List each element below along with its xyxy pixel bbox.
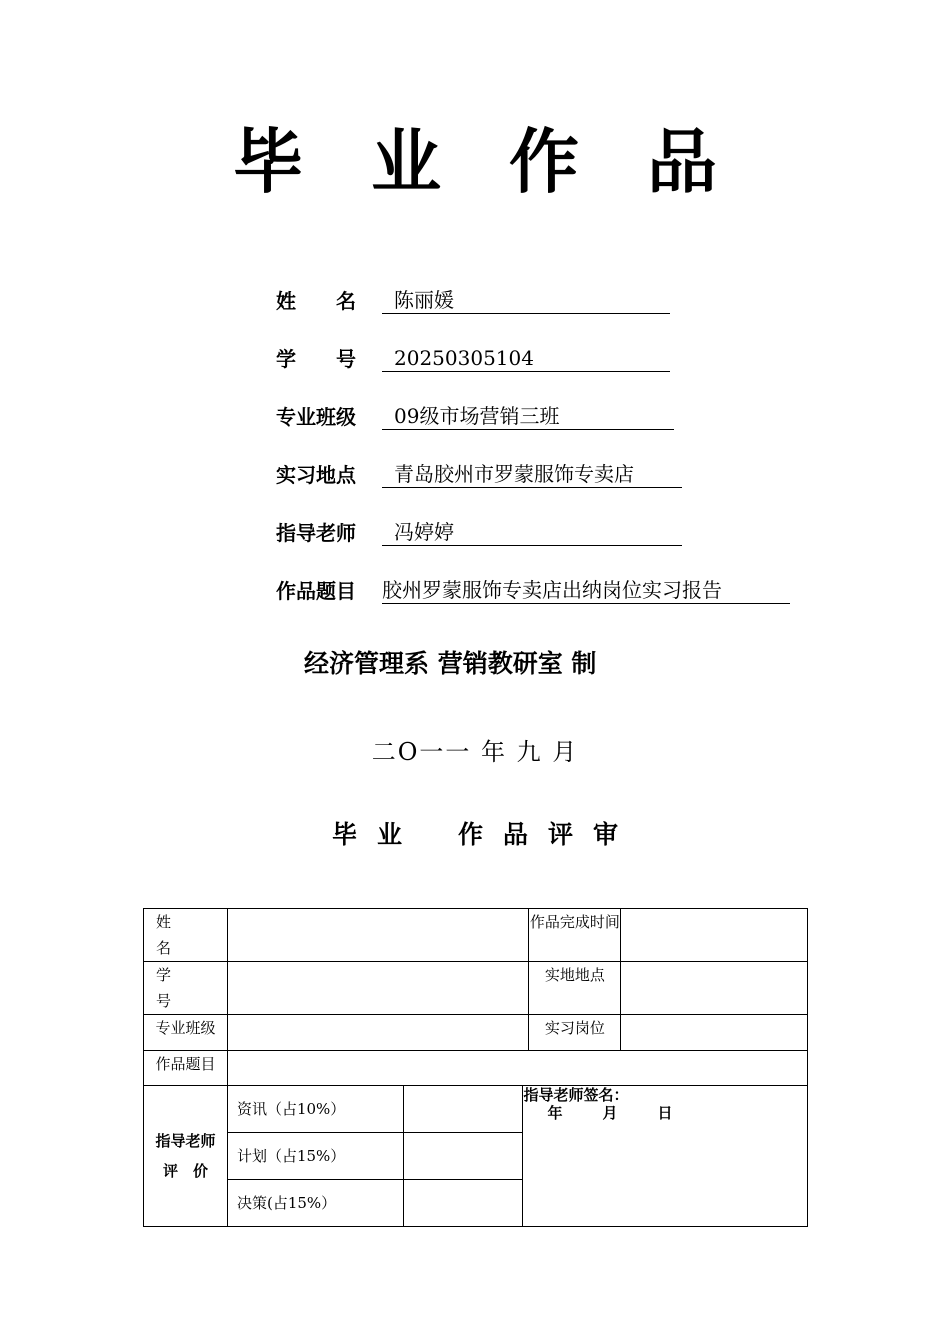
position-value-cell[interactable] [621,1015,808,1051]
class-value-cell[interactable] [227,1015,528,1051]
evaluation-label-line2: 评 价 [162,1162,208,1180]
review-title-char: 审 [593,820,619,849]
evaluation-label-line1: 指导老师 [155,1132,216,1150]
review-title-char: 品 [503,820,529,849]
field-value: 冯婷婷 [382,518,682,546]
topic-label: 作品题目 [144,1051,228,1086]
evaluation-label [144,1086,228,1227]
name-label: 姓 名 [156,913,202,957]
review-title-char: 评 [548,820,574,849]
review-title [0,818,950,852]
date-line: 二O一一 年 九 月 [371,738,579,766]
signature-cell[interactable] [523,1086,808,1227]
signature-label: 指导老师签名： [523,1086,629,1104]
field-label: 专业班级 [276,405,356,429]
field-value: 胶州罗蒙服饰专卖店出纳岗位实习报告 [382,576,790,604]
class-label: 专业班级 [144,1015,228,1051]
review-title-char: 作 [457,820,483,849]
field-label: 学 号 [276,347,356,371]
location-value-cell[interactable] [621,962,808,1015]
id-label-cell [144,962,228,1015]
topic-value-cell[interactable] [227,1051,807,1086]
title-char: 业 [371,120,441,203]
title-char: 作 [509,120,579,203]
title-char: 毕 [233,120,303,203]
evaluation-score-cell[interactable] [403,1180,523,1227]
sign-day: 日 [657,1104,673,1122]
review-table [143,908,808,1227]
evaluation-item: 决策(占15%） [227,1180,403,1227]
completion-time-label: 作品完成时间 [529,909,621,962]
review-title-char: 毕 [331,820,357,849]
position-label: 实习岗位 [529,1015,621,1051]
evaluation-score-cell[interactable] [403,1133,523,1180]
review-title-char: 业 [376,820,402,849]
title-char: 品 [647,120,717,203]
completion-time-value-cell[interactable] [621,909,808,962]
field-value: 09级市场营销三班 [382,402,674,430]
name-value-cell[interactable] [227,909,528,962]
id-label: 学 号 [156,966,202,1010]
id-value-cell[interactable] [227,962,528,1015]
sign-month: 月 [602,1104,618,1122]
field-label: 作品题目 [276,579,356,603]
field-value: 20250305104 [382,344,670,372]
evaluation-item: 资讯（占10%） [227,1086,403,1133]
field-label: 实习地点 [276,463,356,487]
field-value: 青岛胶州市罗蒙服饰专卖店 [382,460,682,488]
signature-date [523,1104,807,1122]
document-title [0,120,950,204]
field-value: 陈丽媛 [382,286,670,314]
field-label: 姓 名 [276,289,356,313]
evaluation-item: 计划（占15%） [227,1133,403,1180]
evaluation-score-cell[interactable] [403,1086,523,1133]
department-line: 经济管理系 营销教研室 制 [304,649,597,678]
location-label: 实地地点 [529,962,621,1015]
name-label-cell [144,909,228,962]
field-label: 指导老师 [276,521,356,545]
sign-year: 年 [547,1104,563,1122]
